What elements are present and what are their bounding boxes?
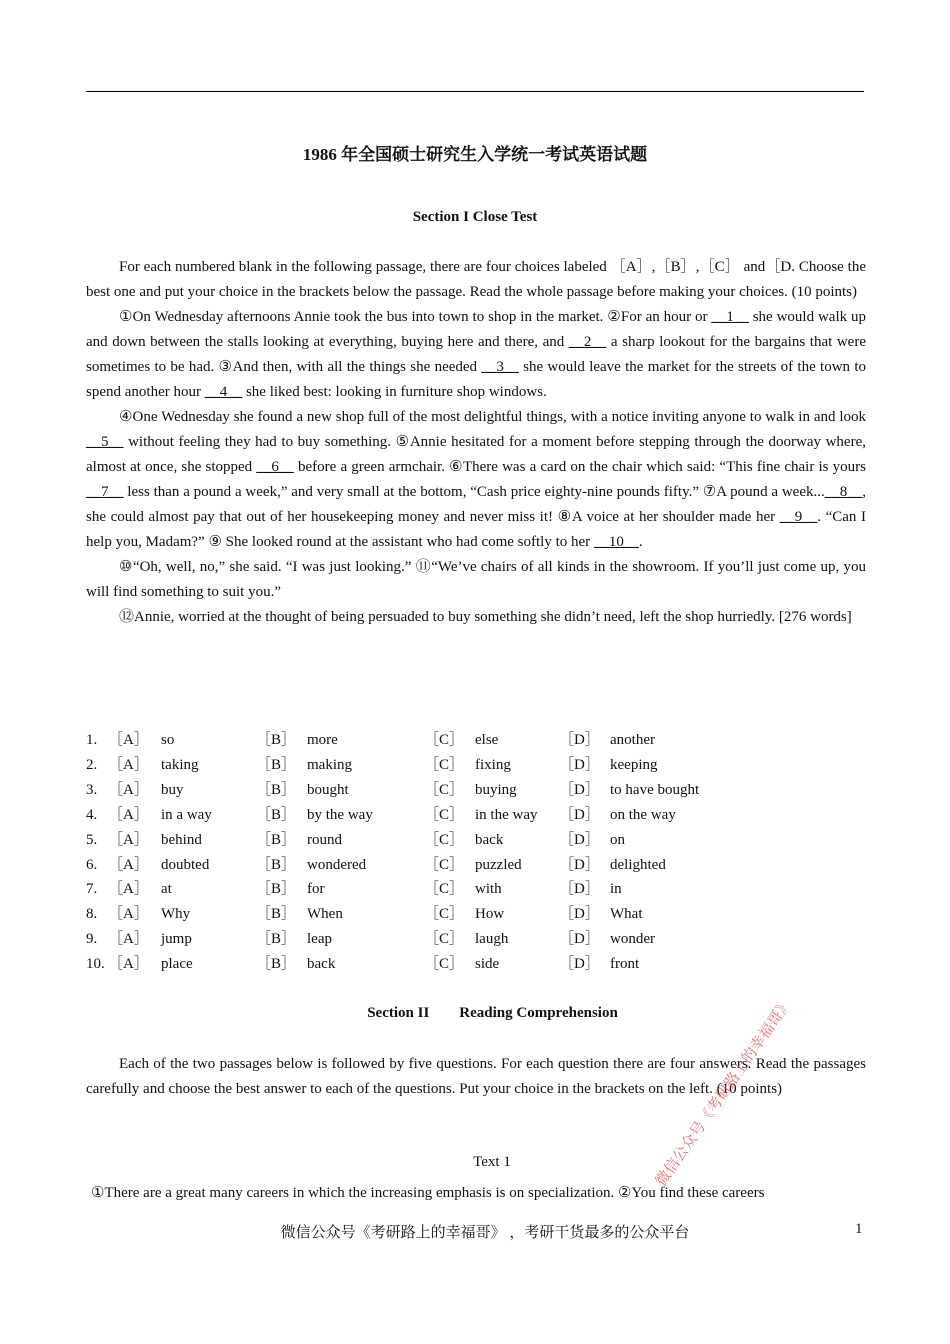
page-number: 1 [855, 1221, 863, 1237]
page-footer: 微信公众号《考研路上的幸福哥》 ，考研干货最多的公众平台 [280, 1225, 690, 1241]
option-row: 7. ［A］ at ［B］ for ［C］ with ［D］ in [86, 881, 622, 897]
watermark: 微信公众号《考研路上的幸福哥》 [653, 995, 796, 1190]
passage-paragraph-1: ①On Wednesday afternoons Annie took the bus into town to shop in the market. ②For an hour or __1__ she would walk up and down between the stalls looking at everything, buying here and there, and __2__ a sharp lookout for the bargains that were sometimes to be had. ③And then, with all the things she needed __3__ she would leave the market for the streets of the town to spend another hour __4__ she liked best: looking in furniture shop windows. [86, 305, 866, 405]
section1-body [86, 255, 866, 630]
text1-heading: Text 1 [473, 1154, 511, 1170]
blank-5: __5__ [86, 434, 124, 450]
header-rule [86, 91, 864, 92]
page-title: 1986 年全国硕士研究生入学统一考试英语试题 [302, 145, 648, 164]
option-row: 2. ［A］ taking ［B］ making ［C］ fixing ［D］ keeping [86, 757, 658, 773]
blank-9: __9__ [779, 509, 818, 525]
option-row: 1. ［A］ so ［B］ more ［C］ else ［D］ another [86, 732, 655, 748]
blank-3: __3__ [481, 359, 519, 375]
section2-heading: Section II Reading Comprehension [367, 1005, 618, 1021]
option-row: 6. ［A］ doubted ［B］ wondered ［C］ puzzled ［D］ delighted [86, 857, 666, 873]
passage-paragraph-2: ④One Wednesday she found a new shop full of the most delightful things, with a notice inviting anyone to walk in and look __5__ without feeling they had to buy something. ⑤Annie hesitated for a moment before stepping through the doorway where, almost at once, she stopped __6__ before a green armchair. ⑥There was a card on the chair which said: “This fine chair is yours __7__ less than a pound a week,” and very small at the bottom, “Cash price eighty-nine pounds fifty.” ⑦A pound a week...__8__, she could almost pay that out of her housekeeping money and never miss it! ⑧A voice at her shoulder made her __9__. “Can I help you, Madam?” ⑨ She looked round at the assistant who had come softly to her __10__. [86, 405, 866, 555]
section1-heading: Section I Close Test [412, 209, 538, 225]
passage-paragraph-3: ⑩“Oh, well, no,” she said. “I was just looking.” ⑪“We’ve chairs of all kinds in the showroom. If you’ll just come up, you will find something to suit you.” [86, 559, 866, 600]
blank-4: __4__ [204, 384, 243, 400]
blank-6: __6__ [256, 459, 294, 475]
option-row: 8. ［A］ Why ［B］ When ［C］ How ［D］ What [86, 906, 643, 922]
blank-8: __8__ [824, 484, 863, 500]
section1-instructions: For each numbered blank in the following passage, there are four choices labeled ［A］,［B］,［C］ and［D. Choose the best one and put your choice in the brackets below the passage. Read the whole passage before making your choices. (10 points) [86, 259, 866, 300]
passage-paragraph-4: ⑫Annie, worried at the thought of being persuaded to buy something she didn’t need, left the shop hurriedly. [276 words] [119, 609, 852, 625]
blank-2: __2__ [568, 334, 607, 350]
blank-1: __1__ [711, 309, 749, 325]
text1-first-line: ①There are a great many careers in which the increasing emphasis is on specialization. ②You find these careers [91, 1185, 765, 1201]
section2-instructions: Each of the two passages below is followed by five questions. For each question there are four answers. Read the passages carefully and choose the best answer to each of the questions. Put your choice in the brackets on the left. (10 points) [86, 1056, 866, 1097]
option-row: 3. ［A］ buy ［B］ bought ［C］ buying ［D］ to have bought [86, 782, 700, 798]
blank-10: __10__ [593, 534, 639, 550]
option-row: 4. ［A］ in a way ［B］ by the way ［C］ in the way ［D］ on the way [86, 807, 676, 823]
option-row: 5. ［A］ behind ［B］ round ［C］ back ［D］ on [86, 832, 625, 848]
option-row: 9. ［A］ jump ［B］ leap ［C］ laugh ［D］ wonder [86, 931, 655, 947]
blank-7: __7__ [86, 484, 124, 500]
option-row: 10. ［A］ place ［B］ back ［C］ side ［D］ front [86, 956, 640, 972]
